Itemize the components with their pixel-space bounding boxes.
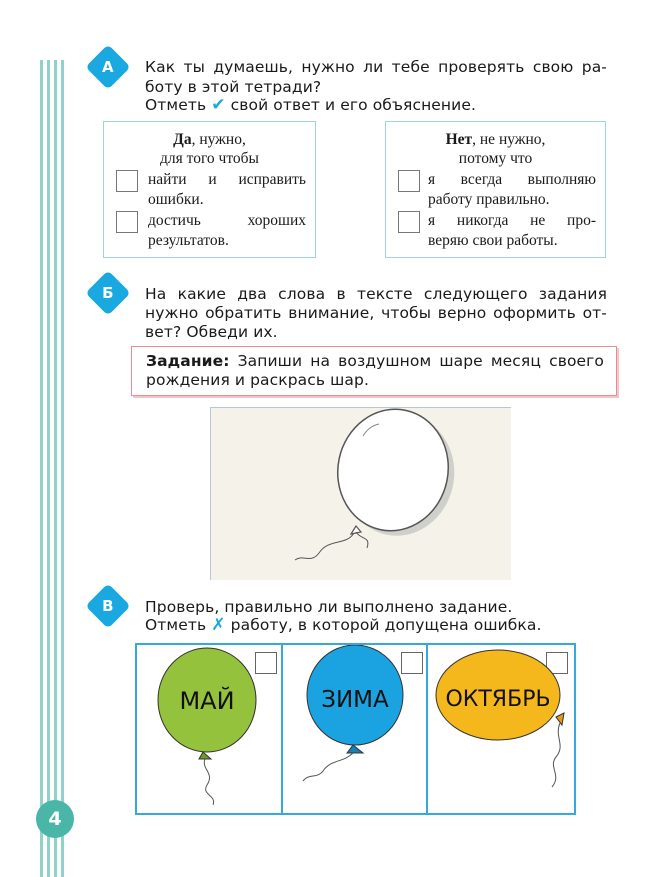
yes-subtitle: для того чтобы [160, 150, 259, 167]
yellow-balloon-icon [428, 645, 572, 813]
section-a-instruction [145, 95, 476, 115]
no-option-2-checkbox[interactable] [398, 211, 420, 233]
page-number: 4 [36, 800, 74, 838]
panel-3-word: ОКТЯБРЬ [445, 687, 551, 712]
section-c-marker: В [85, 583, 130, 628]
yes-option-1: найти и исправить ошибки. [116, 170, 306, 210]
section-b-question-line2: нужно обратить внимание, чтобы верно оформить от- [145, 304, 607, 322]
blue-balloon-icon [283, 645, 426, 813]
instruction-text-end: свой ответ и его объяснение. [230, 96, 477, 114]
yes-title: Да, нужно, [173, 131, 246, 148]
answer-yes-box [103, 121, 316, 258]
no-option-1: я всегда выполняю работу правильно. [398, 170, 596, 210]
section-a-marker: А [85, 44, 130, 89]
task-line2: рождения и раскрась шар. [146, 371, 369, 389]
section-b-marker: Б [85, 270, 130, 315]
white-balloon-icon [211, 408, 511, 580]
no-subtitle: потому что [458, 150, 533, 167]
section-a-question-line1: Как ты думаешь, нужно ли тебе проверять свою ра- [145, 58, 607, 76]
instruction-text-start: Отметь [145, 96, 207, 114]
yes-option-2-checkbox[interactable] [116, 211, 138, 233]
yes-option-2: достичь хороших результатов. [116, 211, 306, 251]
panel-2-word: ЗИМА [321, 687, 389, 713]
cross-mark-icon: ✗ [211, 615, 226, 635]
no-title: Нет, не нужно, [445, 131, 546, 148]
task-label: Задание: [146, 352, 230, 370]
panel-1-word: МАЙ [179, 687, 235, 715]
checkmark-icon: ✔ [211, 95, 226, 115]
no-option-1-checkbox[interactable] [398, 170, 420, 192]
green-balloon-icon [137, 645, 281, 813]
section-c-question-line1: Проверь, правильно ли выполнено задание. [145, 598, 513, 616]
task-box [131, 346, 617, 396]
margin-lines [40, 60, 66, 877]
section-b-question-line1: На какие два слова в тексте следующего задания [145, 285, 607, 303]
yes-option-1-checkbox[interactable] [116, 170, 138, 192]
task-line1: Задание: Запиши на воздушном шаре месяц своего [146, 352, 604, 370]
balloon-illustration [210, 407, 511, 580]
answer-no-box [385, 121, 606, 258]
section-b-question-line3: вет? Обведи их. [145, 323, 278, 341]
section-a-question-line2: боту в этой тетради? [145, 78, 322, 96]
section-c-instruction: Отметь ✗ работу, в которой допущена ошибка. [145, 615, 542, 635]
balloon-panels [135, 643, 576, 815]
no-option-2: я никогда не про- веряю свои работы. [398, 211, 596, 251]
